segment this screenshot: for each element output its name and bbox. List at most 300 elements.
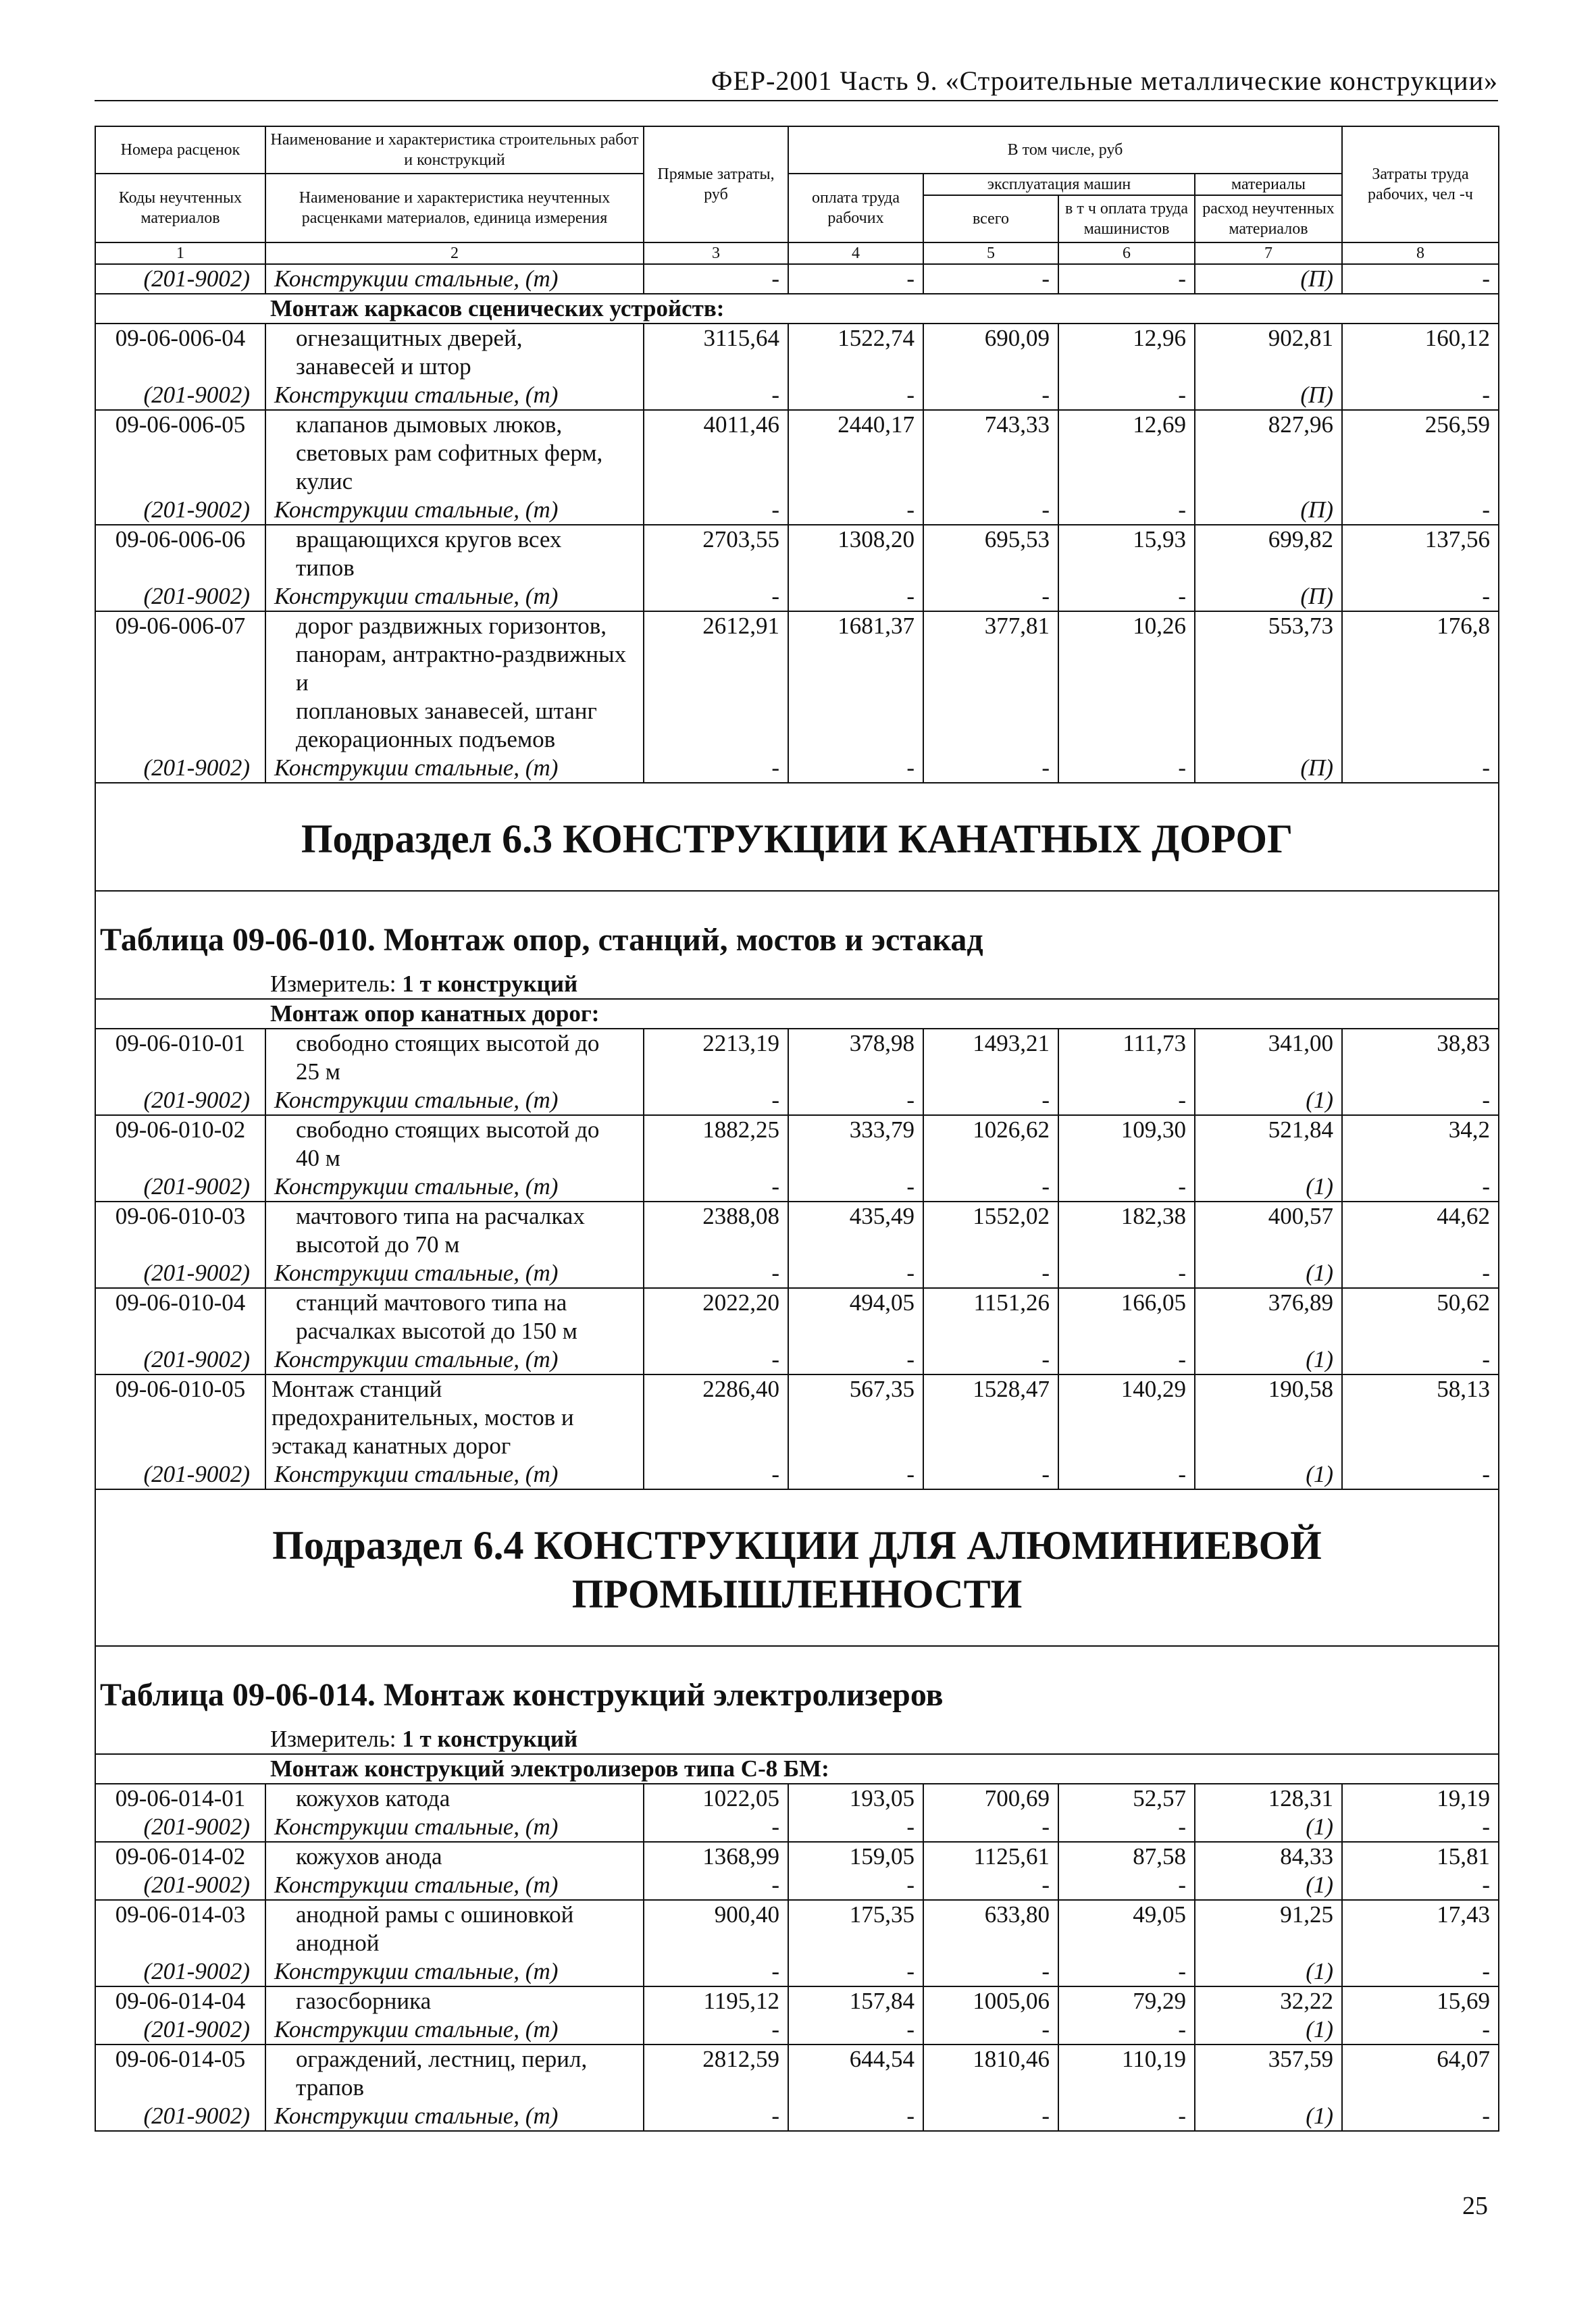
dash-cell: - bbox=[788, 264, 923, 294]
rate-description-line: мачтового типа на расчалках bbox=[296, 1203, 585, 1229]
dash-cell: - bbox=[1342, 1813, 1499, 1842]
material-name: Конструкции стальные, (т) bbox=[265, 1957, 644, 1986]
material-consumption: (1) bbox=[1195, 2102, 1342, 2131]
rate-value: 1308,20 bbox=[788, 525, 923, 582]
rate-row bbox=[95, 410, 1499, 496]
price-table bbox=[95, 126, 1499, 2132]
subsection-title: Подраздел 6.3 КОНСТРУКЦИИ КАНАТНЫХ ДОРОГ bbox=[95, 783, 1499, 891]
subsection-title-line-1: Подраздел 6.4 КОНСТРУКЦИИ ДЛЯ АЛЮМИНИЕВОЙ bbox=[272, 1523, 1322, 1568]
rate-value: 44,62 bbox=[1342, 1202, 1499, 1259]
rate-description-line: огнезащитных дверей, bbox=[296, 325, 523, 351]
rate-value: 400,57 bbox=[1195, 1202, 1342, 1259]
material-note-row bbox=[95, 2015, 1499, 2045]
material-consumption: (П) bbox=[1195, 264, 1342, 294]
group-title: Монтаж опор канатных дорог: bbox=[95, 999, 1499, 1029]
rate-value: 1522,74 bbox=[788, 324, 923, 381]
rate-value: 2612,91 bbox=[644, 611, 788, 754]
dash-cell: - bbox=[923, 1259, 1058, 1288]
rate-value: 699,82 bbox=[1195, 525, 1342, 582]
material-name: Конструкции стальные, (т) bbox=[265, 1871, 644, 1900]
rate-value: 64,07 bbox=[1342, 2045, 1499, 2102]
dash-cell: - bbox=[788, 1173, 923, 1202]
col-number: 5 bbox=[923, 242, 1058, 264]
dash-cell: - bbox=[1058, 754, 1195, 783]
rate-description-line: занавесей и штор bbox=[296, 353, 471, 380]
material-code: (201-9002) bbox=[95, 1259, 265, 1288]
dash-cell: - bbox=[788, 381, 923, 410]
rate-value: 12,96 bbox=[1058, 324, 1195, 381]
dash-cell: - bbox=[788, 1259, 923, 1288]
material-name: Конструкции стальные, (т) bbox=[265, 1460, 644, 1489]
rate-value: 1882,25 bbox=[644, 1115, 788, 1173]
dash-cell: - bbox=[1342, 1086, 1499, 1115]
material-note-row bbox=[95, 264, 1499, 294]
group-title: Монтаж конструкций электролизеров типа С-8 БМ: bbox=[95, 1754, 1499, 1784]
meter bbox=[95, 1725, 1499, 1754]
material-note-row bbox=[95, 381, 1499, 410]
rate-value: 159,05 bbox=[788, 1842, 923, 1871]
dash-cell: - bbox=[644, 1813, 788, 1842]
dash-cell: - bbox=[923, 754, 1058, 783]
rate-description-line: клапанов дымовых люков, bbox=[296, 411, 563, 438]
table-title: Таблица 09-06-010. Монтаж опор, станций, мостов и эстакад bbox=[95, 891, 1499, 970]
rate-value: 553,73 bbox=[1195, 611, 1342, 754]
rate-value: 79,29 bbox=[1058, 1986, 1195, 2015]
rate-value: 743,33 bbox=[923, 410, 1058, 496]
material-name: Конструкции стальные, (т) bbox=[265, 1345, 644, 1374]
col-header-mach-total: всего bbox=[923, 195, 1058, 242]
rate-description-line: дорог раздвижных горизонтов, bbox=[296, 613, 607, 639]
col-header-direct: Прямые затраты, руб bbox=[644, 126, 788, 242]
rate-code: 09-06-006-04 bbox=[95, 324, 265, 381]
material-consumption: (1) bbox=[1195, 1086, 1342, 1115]
rate-value: 38,83 bbox=[1342, 1029, 1499, 1086]
dash-cell: - bbox=[788, 1813, 923, 1842]
rate-value: 1022,05 bbox=[644, 1784, 788, 1813]
dash-cell: - bbox=[1342, 1173, 1499, 1202]
rate-description-line: декорационных подъемов bbox=[296, 726, 556, 752]
material-name: Конструкции стальные, (т) bbox=[265, 582, 644, 611]
material-name: Конструкции стальные, (т) bbox=[265, 1813, 644, 1842]
rate-code: 09-06-006-05 bbox=[95, 410, 265, 496]
col-header-machines: эксплуатация машин bbox=[923, 174, 1195, 195]
rate-description-line: свободно стоящих высотой до bbox=[296, 1030, 600, 1056]
rate-value: 190,58 bbox=[1195, 1374, 1342, 1460]
rate-code: 09-06-010-03 bbox=[95, 1202, 265, 1259]
material-name: Конструкции стальные, (т) bbox=[265, 1173, 644, 1202]
rate-value: 12,69 bbox=[1058, 410, 1195, 496]
rate-value: 567,35 bbox=[788, 1374, 923, 1460]
rate-value: 15,69 bbox=[1342, 1986, 1499, 2015]
material-code: (201-9002) bbox=[95, 1871, 265, 1900]
material-code: (201-9002) bbox=[95, 2102, 265, 2131]
subsection-row bbox=[95, 1489, 1499, 1646]
col-number: 3 bbox=[644, 242, 788, 264]
rate-description bbox=[265, 2045, 644, 2102]
rate-value: 1005,06 bbox=[923, 1986, 1058, 2015]
material-note-row bbox=[95, 1345, 1499, 1374]
rate-value: 140,29 bbox=[1058, 1374, 1195, 1460]
dash-cell: - bbox=[788, 2015, 923, 2045]
meter-label: Измеритель: bbox=[270, 971, 396, 997]
rate-value: 157,84 bbox=[788, 1986, 923, 2015]
dash-cell: - bbox=[788, 1871, 923, 1900]
meter-row bbox=[95, 970, 1499, 999]
table-title: Таблица 09-06-014. Монтаж конструкций электролизеров bbox=[95, 1646, 1499, 1725]
rate-code: 09-06-010-05 bbox=[95, 1374, 265, 1460]
rate-value: 87,58 bbox=[1058, 1842, 1195, 1871]
dash-cell: - bbox=[1058, 1086, 1195, 1115]
rate-value: 2703,55 bbox=[644, 525, 788, 582]
dash-cell: - bbox=[1342, 1345, 1499, 1374]
rate-value: 3115,64 bbox=[644, 324, 788, 381]
material-note-row bbox=[95, 1871, 1499, 1900]
material-note-row bbox=[95, 1813, 1499, 1842]
rate-value: 2388,08 bbox=[644, 1202, 788, 1259]
col-number: 8 bbox=[1342, 242, 1499, 264]
col-header-name-top: Наименование и характеристика строительных работ и конструкций bbox=[265, 126, 644, 174]
material-code: (201-9002) bbox=[95, 754, 265, 783]
rate-description-line: анодной рамы с ошиновкой bbox=[296, 1901, 574, 1928]
rate-description-line: эстакад канатных дорог bbox=[272, 1433, 511, 1459]
material-consumption: (1) bbox=[1195, 2015, 1342, 2045]
rate-value: 827,96 bbox=[1195, 410, 1342, 496]
dash-cell: - bbox=[923, 1871, 1058, 1900]
group-row bbox=[95, 999, 1499, 1029]
dash-cell: - bbox=[923, 1173, 1058, 1202]
dash-cell: - bbox=[644, 1871, 788, 1900]
rate-value: 58,13 bbox=[1342, 1374, 1499, 1460]
material-consumption: (1) bbox=[1195, 1871, 1342, 1900]
material-consumption: (П) bbox=[1195, 582, 1342, 611]
material-note-row bbox=[95, 754, 1499, 783]
meter-value: 1 т конструкций bbox=[402, 1726, 578, 1752]
dash-cell: - bbox=[1058, 1813, 1195, 1842]
dash-cell: - bbox=[788, 754, 923, 783]
rate-value: 690,09 bbox=[923, 324, 1058, 381]
rate-description-line: кожухов анода bbox=[296, 1843, 442, 1870]
material-note-row bbox=[95, 2102, 1499, 2131]
rate-code: 09-06-014-04 bbox=[95, 1986, 265, 2015]
rate-description-line: Монтаж станций bbox=[272, 1376, 442, 1402]
material-code: (201-9002) bbox=[95, 381, 265, 410]
rate-description-line: газосборника bbox=[296, 1988, 432, 2014]
material-code: (201-9002) bbox=[95, 1813, 265, 1842]
rate-value: 900,40 bbox=[644, 1900, 788, 1957]
rate-description-line: предохранительных, мостов и bbox=[272, 1404, 574, 1431]
rate-row bbox=[95, 611, 1499, 754]
dash-cell: - bbox=[788, 582, 923, 611]
dash-cell: - bbox=[1342, 1259, 1499, 1288]
rate-value: 341,00 bbox=[1195, 1029, 1342, 1086]
rate-value: 128,31 bbox=[1195, 1784, 1342, 1813]
rate-description bbox=[265, 525, 644, 582]
dash-cell: - bbox=[644, 264, 788, 294]
rate-value: 1026,62 bbox=[923, 1115, 1058, 1173]
rate-code: 09-06-014-05 bbox=[95, 2045, 265, 2102]
dash-cell: - bbox=[644, 754, 788, 783]
material-consumption: (1) bbox=[1195, 1173, 1342, 1202]
material-code: (201-9002) bbox=[95, 496, 265, 525]
rate-row bbox=[95, 1029, 1499, 1086]
dash-cell: - bbox=[644, 1345, 788, 1374]
rate-value: 494,05 bbox=[788, 1288, 923, 1345]
col-number: 2 bbox=[265, 242, 644, 264]
dash-cell: - bbox=[923, 582, 1058, 611]
rate-value: 10,26 bbox=[1058, 611, 1195, 754]
material-name: Конструкции стальные, (т) bbox=[265, 2015, 644, 2045]
col-header-name-bottom: Наименование и характеристика неучтенных расценками материалов, единица измерения bbox=[265, 174, 644, 242]
rate-description bbox=[265, 1202, 644, 1259]
rate-value: 175,35 bbox=[788, 1900, 923, 1957]
dash-cell: - bbox=[923, 1813, 1058, 1842]
col-number: 6 bbox=[1058, 242, 1195, 264]
material-note-row bbox=[95, 1460, 1499, 1489]
dash-cell: - bbox=[788, 496, 923, 525]
rate-value: 1681,37 bbox=[788, 611, 923, 754]
group-row bbox=[95, 1754, 1499, 1784]
material-note-row bbox=[95, 582, 1499, 611]
rate-row bbox=[95, 1202, 1499, 1259]
rate-value: 32,22 bbox=[1195, 1986, 1342, 2015]
material-consumption: (1) bbox=[1195, 1460, 1342, 1489]
rate-description bbox=[265, 410, 644, 496]
dash-cell: - bbox=[1058, 1345, 1195, 1374]
dash-cell: - bbox=[923, 264, 1058, 294]
dash-cell: - bbox=[1342, 1460, 1499, 1489]
material-name: Конструкции стальные, (т) bbox=[265, 1086, 644, 1115]
dash-cell: - bbox=[644, 496, 788, 525]
rate-value: 1552,02 bbox=[923, 1202, 1058, 1259]
material-consumption: (1) bbox=[1195, 1813, 1342, 1842]
dash-cell: - bbox=[1058, 2015, 1195, 2045]
rate-code: 09-06-010-01 bbox=[95, 1029, 265, 1086]
rate-value: 110,19 bbox=[1058, 2045, 1195, 2102]
dash-cell: - bbox=[923, 2102, 1058, 2131]
rate-value: 137,56 bbox=[1342, 525, 1499, 582]
material-code: (201-9002) bbox=[95, 1460, 265, 1489]
rate-description bbox=[265, 324, 644, 381]
meter-value: 1 т конструкций bbox=[402, 971, 578, 997]
rate-row bbox=[95, 525, 1499, 582]
rate-value: 182,38 bbox=[1058, 1202, 1195, 1259]
dash-cell: - bbox=[1058, 1871, 1195, 1900]
material-consumption: (1) bbox=[1195, 1345, 1342, 1374]
rate-description-line: свободно стоящих высотой до bbox=[296, 1116, 600, 1143]
rate-description-line: кулис bbox=[296, 468, 353, 494]
dash-cell: - bbox=[1342, 496, 1499, 525]
dash-cell: - bbox=[1342, 582, 1499, 611]
dash-cell: - bbox=[644, 1259, 788, 1288]
rate-row bbox=[95, 1842, 1499, 1871]
dash-cell: - bbox=[1342, 1957, 1499, 1986]
dash-cell: - bbox=[788, 1086, 923, 1115]
rate-description bbox=[265, 1900, 644, 1957]
rate-description bbox=[265, 611, 644, 754]
dash-cell: - bbox=[1058, 2102, 1195, 2131]
rate-value: 1151,26 bbox=[923, 1288, 1058, 1345]
table-title-row bbox=[95, 1646, 1499, 1725]
rate-value: 50,62 bbox=[1342, 1288, 1499, 1345]
rate-value: 2440,17 bbox=[788, 410, 923, 496]
rate-row bbox=[95, 1374, 1499, 1460]
col-header-labor: оплата труда рабочих bbox=[788, 174, 923, 242]
rate-row bbox=[95, 1784, 1499, 1813]
dash-cell: - bbox=[1058, 1460, 1195, 1489]
dash-cell: - bbox=[644, 2015, 788, 2045]
material-code: (201-9002) bbox=[95, 1086, 265, 1115]
rate-row bbox=[95, 1115, 1499, 1173]
material-code: (201-9002) bbox=[95, 1957, 265, 1986]
material-code: (201-9002) bbox=[95, 582, 265, 611]
rate-value: 2286,40 bbox=[644, 1374, 788, 1460]
col-header-incl: В том числе, руб bbox=[788, 126, 1342, 174]
material-consumption: (П) bbox=[1195, 381, 1342, 410]
rate-value: 357,59 bbox=[1195, 2045, 1342, 2102]
rate-value: 109,30 bbox=[1058, 1115, 1195, 1173]
col-header-code-bottom: Коды неучтенных материалов bbox=[95, 174, 265, 242]
rate-value: 435,49 bbox=[788, 1202, 923, 1259]
material-consumption: (П) bbox=[1195, 496, 1342, 525]
rate-value: 521,84 bbox=[1195, 1115, 1342, 1173]
column-number-row bbox=[95, 242, 1499, 264]
rate-value: 644,54 bbox=[788, 2045, 923, 2102]
col-header-mat-use: расход неучтенных материалов bbox=[1195, 195, 1342, 242]
rate-description bbox=[265, 1784, 644, 1813]
rate-value: 1810,46 bbox=[923, 2045, 1058, 2102]
rate-description bbox=[265, 1115, 644, 1173]
material-note-row bbox=[95, 496, 1499, 525]
dash-cell: - bbox=[1058, 496, 1195, 525]
rate-row bbox=[95, 1900, 1499, 1957]
subsection-title-line-2: ПРОМЫШЛЕННОСТИ bbox=[571, 1572, 1023, 1616]
rate-value: 193,05 bbox=[788, 1784, 923, 1813]
col-number: 1 bbox=[95, 242, 265, 264]
rate-value: 111,73 bbox=[1058, 1029, 1195, 1086]
meter bbox=[95, 970, 1499, 999]
dash-cell: - bbox=[1058, 381, 1195, 410]
rate-value: 1368,99 bbox=[644, 1842, 788, 1871]
rate-value: 15,93 bbox=[1058, 525, 1195, 582]
dash-cell: - bbox=[788, 1957, 923, 1986]
material-name: Конструкции стальные, (т) bbox=[265, 264, 644, 294]
material-note-row bbox=[95, 1173, 1499, 1202]
subsection-title bbox=[95, 1489, 1499, 1646]
dash-cell: - bbox=[923, 1957, 1058, 1986]
rate-description-line: панорам, антрактно-раздвижных и bbox=[296, 641, 627, 696]
rate-value: 902,81 bbox=[1195, 324, 1342, 381]
rate-value: 1528,47 bbox=[923, 1374, 1058, 1460]
rate-description bbox=[265, 1374, 644, 1460]
material-name: Конструкции стальные, (т) bbox=[265, 754, 644, 783]
dash-cell: - bbox=[644, 582, 788, 611]
col-header-code-top: Номера расценок bbox=[95, 126, 265, 174]
group-title: Монтаж каркасов сценических устройств: bbox=[95, 294, 1499, 324]
rate-value: 378,98 bbox=[788, 1029, 923, 1086]
rate-value: 91,25 bbox=[1195, 1900, 1342, 1957]
rate-value: 52,57 bbox=[1058, 1784, 1195, 1813]
dash-cell: - bbox=[1058, 264, 1195, 294]
rate-value: 17,43 bbox=[1342, 1900, 1499, 1957]
rate-value: 34,2 bbox=[1342, 1115, 1499, 1173]
rate-description-line: 25 м bbox=[296, 1058, 340, 1085]
dash-cell: - bbox=[923, 381, 1058, 410]
rate-description bbox=[265, 1029, 644, 1086]
dash-cell: - bbox=[1342, 2102, 1499, 2131]
rate-value: 1493,21 bbox=[923, 1029, 1058, 1086]
rate-value: 166,05 bbox=[1058, 1288, 1195, 1345]
dash-cell: - bbox=[1342, 264, 1499, 294]
rate-code: 09-06-006-06 bbox=[95, 525, 265, 582]
rate-description-line: высотой до 70 м bbox=[296, 1231, 460, 1258]
rate-value: 176,8 bbox=[1342, 611, 1499, 754]
dash-cell: - bbox=[923, 496, 1058, 525]
rate-value: 19,19 bbox=[1342, 1784, 1499, 1813]
material-note-row bbox=[95, 1259, 1499, 1288]
dash-cell: - bbox=[923, 1345, 1058, 1374]
dash-cell: - bbox=[1058, 1957, 1195, 1986]
rate-value: 377,81 bbox=[923, 611, 1058, 754]
header-row-2 bbox=[95, 174, 1499, 195]
header-row-1 bbox=[95, 126, 1499, 174]
rate-description-line: станций мачтового типа на bbox=[296, 1289, 567, 1316]
rate-value: 2022,20 bbox=[644, 1288, 788, 1345]
dash-cell: - bbox=[923, 1460, 1058, 1489]
col-number: 4 bbox=[788, 242, 923, 264]
col-header-mach-labor: в т ч оплата труда машинистов bbox=[1058, 195, 1195, 242]
rate-row bbox=[95, 1986, 1499, 2015]
dash-cell: - bbox=[1058, 1259, 1195, 1288]
rate-description-line: световых рам софитных ферм, bbox=[296, 440, 603, 466]
rate-value: 15,81 bbox=[1342, 1842, 1499, 1871]
rate-value: 84,33 bbox=[1195, 1842, 1342, 1871]
material-consumption: (1) bbox=[1195, 1957, 1342, 1986]
rate-description-line: поплановых занавесей, штанг bbox=[296, 698, 597, 724]
subsection-row bbox=[95, 783, 1499, 891]
rate-value: 700,69 bbox=[923, 1784, 1058, 1813]
rate-description-line: кожухов катода bbox=[296, 1785, 451, 1811]
material-consumption: (1) bbox=[1195, 1259, 1342, 1288]
rate-code: 09-06-006-07 bbox=[95, 611, 265, 754]
rate-description-line: анодной bbox=[296, 1930, 380, 1956]
dash-cell: - bbox=[644, 2102, 788, 2131]
rate-description-line: вращающихся кругов всех bbox=[296, 526, 562, 552]
rate-value: 1125,61 bbox=[923, 1842, 1058, 1871]
meter-label: Измеритель: bbox=[270, 1726, 396, 1752]
header-rule bbox=[95, 100, 1498, 101]
dash-cell: - bbox=[1058, 582, 1195, 611]
page-number: 25 bbox=[1462, 2192, 1488, 2220]
material-note-row bbox=[95, 1957, 1499, 1986]
col-header-labor-cost: Затраты труда рабочих, чел -ч bbox=[1342, 126, 1499, 242]
rate-value: 333,79 bbox=[788, 1115, 923, 1173]
dash-cell: - bbox=[644, 1957, 788, 1986]
material-code: (201-9002) bbox=[95, 2015, 265, 2045]
rate-description-line: ограждений, лестниц, перил, bbox=[296, 2046, 588, 2072]
material-code: (201-9002) bbox=[95, 264, 265, 294]
dash-cell: - bbox=[1342, 381, 1499, 410]
rate-description-line: типов bbox=[296, 555, 355, 581]
dash-cell: - bbox=[923, 1086, 1058, 1115]
dash-cell: - bbox=[788, 2102, 923, 2131]
dash-cell: - bbox=[1058, 1173, 1195, 1202]
rate-value: 376,89 bbox=[1195, 1288, 1342, 1345]
dash-cell: - bbox=[1342, 2015, 1499, 2045]
rate-code: 09-06-014-02 bbox=[95, 1842, 265, 1871]
rate-value: 2812,59 bbox=[644, 2045, 788, 2102]
rate-value: 49,05 bbox=[1058, 1900, 1195, 1957]
rate-description-line: трапов bbox=[296, 2074, 365, 2101]
